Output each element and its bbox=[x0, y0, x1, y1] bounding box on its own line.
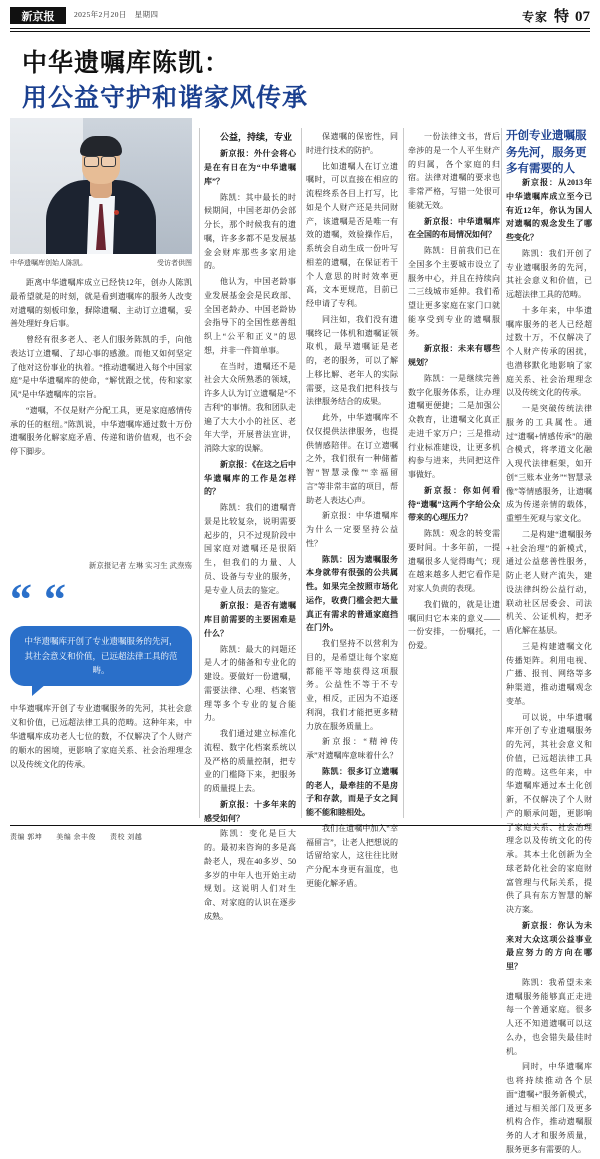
masthead bbox=[0, 0, 600, 30]
masthead-rule-top bbox=[10, 28, 590, 29]
byline: 新京报记者 左琳 实习生 武焘殇 bbox=[88, 561, 192, 570]
question: 新京报：未来有哪些规划？ bbox=[408, 344, 500, 367]
answer: 同时，中华遗嘱库也将持续推动各个层面“遗嘱+”服务新模式，通过与相关部门及更多机构合作，推动遗嘱服务的人才和服务质量，服务更多有需要的人。 bbox=[506, 1062, 592, 1154]
photo-caption bbox=[10, 258, 192, 268]
answer: 陈凯：我们的遗嘱背景是比较复杂，说明需要起步的，只不过现阶段中国家庭对遗嘱还是很陌生，但我们的力量、人员、设备与专业的服务，是专业人员去的鉴定。 bbox=[204, 503, 296, 595]
question: 新京报：十多年来的感受如何？ bbox=[204, 799, 296, 823]
answer: 一是突破传统法律服务的工具属性。通过“遗嘱+情感传承”的融合模式，将孝道文化融入现代法律框架，如开创“三账本业务”“智慧录像”等情感服务，让遗嘱成为传递亲情的载体，重塑生死观与家文化。 bbox=[506, 404, 592, 523]
page-label: 特 bbox=[553, 9, 569, 25]
footer-credit-item: 美编 余丰俊 bbox=[56, 833, 96, 841]
intro-paragraph: “遗嘱，不仅是财产分配工具，更是家庭感情传承的任的枢纽。”陈凯说，中华遗嘱库通过数十万份遗嘱服务化解家庭矛盾、传递和谐价值观，也不会停下脚步。 bbox=[10, 405, 192, 456]
question: 新京报：外什会将心是在有日在为“中华遗嘱库”？ bbox=[204, 149, 296, 186]
section-indicator bbox=[522, 5, 590, 26]
photo-lapel-pin bbox=[114, 210, 119, 215]
article-column-d bbox=[506, 176, 592, 1159]
portrait-photo bbox=[10, 118, 192, 254]
photo-hair bbox=[80, 136, 122, 156]
article-column-a bbox=[204, 130, 296, 926]
newspaper-logo: 新京报 bbox=[10, 7, 66, 24]
answer: 二是构建“遗嘱服务+社会治理”的新模式，通过公益慈善性服务，防止老人财产流失，建设法律纠纷公益行动，联动社区居委会、司法机关、公证机构，把矛盾化解在基层。 bbox=[506, 529, 592, 635]
quote-bubble-text: 中华遗嘱库开创了专业遗嘱服务的先河，其社会意义和价值，已远超法律工具的范畴。 bbox=[24, 636, 178, 676]
footer-credit-item: 责校 刘越 bbox=[110, 833, 143, 841]
intro-paragraph: 距离中华遗嘱库成立已经快12年，创办人陈凯最希望就是的时刻，就是看到遗嘱库的服务人改变对遗嘱的刻板印象，摒除遗嘱、主动订立遗嘱，妥善处理好身后事。 bbox=[10, 278, 192, 329]
photo-caption-right: 受访者供图 bbox=[157, 259, 192, 267]
answer: 我们通过建立标准化流程、数字化档案系统以及严格的质量控制，把专业的门槛降下来，把服务的质量提上去。 bbox=[204, 729, 296, 794]
headline-line-1: 中华遗嘱库陈凯： bbox=[22, 50, 231, 77]
answer: 陈凯：目前我们已在全国多个主要城市设立了服务中心，并且在持续向二三线城市延伸。我们希望让更多家庭在家门口就能享受到专业的遗嘱服务。 bbox=[408, 246, 500, 338]
quote-body-text: 中华遗嘱库开创了专业遗嘱服务的先河，其社会意义和价值，已远超法律工具的范畴。这种年来，中华遗嘱库成功老人七位的数，不仅解决了个人财产的顺水的困境，更影响了家庭关系、社会治理理念以及传统文化的传承。 bbox=[10, 704, 192, 769]
question: 新京报：你认为未来对大众这项公益事业最应努力的方向在哪里？ bbox=[506, 920, 592, 971]
question: 陈凯：很多订立遗嘱的老人，最牵挂的不是房子和存款，而是子女之间能不能和睦相处。 bbox=[306, 766, 398, 817]
answer: 新京报：中华遗嘱库为什么一定要坚持公益性？ bbox=[306, 511, 398, 548]
column-divider bbox=[199, 128, 200, 818]
answer: 我们坚持不以营利为目的，是希望让每个家庭都能平等地获得这项服务。公益性不等于不专业，相反，正因为不追逐利润，我们才能把更多精力放在服务质量上。 bbox=[306, 639, 398, 731]
answer: 可以说，中华遗嘱库开创了专业遗嘱服务的先河，其社会意义和价值，已远超法律工具的范畴。这些年来，中华遗嘱库通过本土化创新，不仅解决了个人财产的顺承问题，更影响了家庭关系、社会治理理念以及传统文化的传承。其本土化创新为全球老龄化社会的家庭财富管理与代际关系，提供了具有东方智慧的解决方案。 bbox=[506, 712, 592, 914]
column-divider bbox=[403, 128, 404, 818]
answer: 陈凯：一是继续完善数字化服务体系，让办理遗嘱更便捷；二是加强公众教育，让遗嘱文化真正走进千家万户；三是推动行业标准建设，让更多机构参与进来，共同把这件事做好。 bbox=[408, 373, 500, 479]
photo-caption-left: 中华遗嘱库创始人陈凯。 bbox=[10, 259, 87, 267]
answer: 保遗嘱的保密性，同时进行技术的防护。 bbox=[306, 132, 398, 155]
answer: 陈凯：我希望未来遗嘱服务能够真正走进每一个普通家庭。很多人还不知道遗嘱可以这么办，也会错失最佳时机。 bbox=[506, 977, 592, 1056]
question: 新京报：《在这之后中华遗嘱库的工作是怎样的？ bbox=[204, 459, 296, 497]
answer: 陈凯：变化是巨大的。最初来咨询的多是高龄老人，现在40多岁、50多岁的中年人也开始主动规划。这说明人们对生命、对家庭的认识在逐步成熟。 bbox=[204, 829, 296, 921]
answer: 新京报：“精神传承”对遗嘱库意味着什么？ bbox=[306, 737, 398, 760]
answer: 在当时，遗嘱还不是社会大众所熟悉的领域，许多人认为订立遗嘱是“不吉利”的事情。我和团队走遍了大大小小的社区、老年大学，开展普法宣讲，消除大家的误解。 bbox=[204, 361, 296, 454]
footer-rule bbox=[10, 825, 590, 826]
answer: 我们在遗嘱中加入“幸福留言”，让老人把想说的话留给家人，这往往比财产分配本身更有温度，也更能化解矛盾。 bbox=[306, 823, 398, 888]
photo-glasses-left bbox=[84, 156, 99, 167]
question: 新京报：是否有遗嘱库目前需要的主要困难是什么？ bbox=[204, 601, 296, 638]
publication-date: 2025年2月20日 星期四 bbox=[74, 10, 159, 19]
quote-bubble bbox=[10, 626, 192, 686]
article-column-b bbox=[306, 130, 398, 893]
column-divider bbox=[501, 128, 502, 818]
headline-line-2: 用公益守护和谐家风传承 bbox=[22, 85, 309, 113]
footer-credits bbox=[10, 832, 142, 842]
answer: 陈凯：其中最长的时候期间，中国老却仍会部分长，那个时候我有的遗嘱，许多多都不是发展基金会财库那些多家用途的。 bbox=[204, 192, 296, 271]
quote-mark-icon: “ bbox=[10, 575, 32, 624]
answer: 陈凯：观念的转变需要时间。十多年前，一提遗嘱很多人觉得晦气；现在越来越多人把它看作是对家人负责的表现。 bbox=[408, 529, 500, 593]
question: 新京报：中华遗嘱库在全国的布局情况如何？ bbox=[408, 216, 500, 240]
page-number: 07 bbox=[575, 9, 590, 25]
answer: 此外，中华遗嘱库不仅仅提供法律服务，也提供情感陪伴。在订立遗嘱之外，我们很有一种储蓄智“智慧录像”“幸福留言”等非常丰富的项目，帮助老人表达心声。 bbox=[306, 413, 398, 505]
answer: 一份法律文书，背后牵涉的是一个人平生财产的归属，各个家庭的归宿。法律对遗嘱的要求也非常严格，写错一处很可能就无效。 bbox=[408, 132, 500, 210]
question: 新京报：从2013年中华遗嘱库成立至今已有近12年，你认为国人对遗嘱的观念发生了哪些变化？ bbox=[506, 178, 592, 242]
answer: 陈凯：我们开创了专业遗嘱服务的先河，其社会意义和价值，已远超法律工具的范畴。 bbox=[506, 248, 592, 299]
section-heading: 公益，持续，专业 bbox=[220, 132, 293, 142]
answer: 十多年来，中华遗嘱库服务的老人已经超过数十万，不仅解决了个人财产传承的困扰，也潜移默化地影响了家庭关系、社会治理理念以及传统文化的传承。 bbox=[506, 305, 592, 398]
answer: 同注如，我们没有遗嘱终记一体机和遗嘱证领取机，最早遗嘱证是老的，老的服务，可以了解上移比解、老年人的实际需要，这是我们把科技与法律服务结合的成果。 bbox=[306, 314, 398, 407]
section-name: 专家 bbox=[521, 10, 548, 24]
page-title bbox=[22, 48, 352, 115]
answer: 他认为，中国老龄事业发展基金会是民政部、全国老龄办、中国老龄协会指导下的全国性慈善组织上“公平和正义”的思想，并非一件简单事。 bbox=[204, 277, 296, 355]
pull-quote bbox=[10, 575, 192, 800]
answer: 陈凯：最大的问题还是人才的储备和专业化的建设。要做好一份遗嘱，需要法律、心理、档案管理等多个专业的复合能力。 bbox=[204, 644, 296, 723]
question: 新京报：你如何看待“遗嘱”这两个字给公众带来的心理压力？ bbox=[408, 485, 500, 523]
answer: 比如遗嘱人在订立遗嘱时，可以直接在相应的流程终系各目上打写，比如是个人财产还是共同财产，该遗嘱是否是唯一有效的遗嘱，效验操作后，系统会自动生成一份叶写相差的遗嘱，在保证若干个人意思的时时效率更高，文本更规范，目前已经申请了专利。 bbox=[306, 161, 398, 308]
answer: 三是构建遗嘱文化传播矩阵。利用电视、广播、报刊、网络等多种渠道，推动遗嘱观念变革。 bbox=[506, 641, 592, 706]
footer-credit-item: 责编 郭坤 bbox=[10, 833, 43, 841]
column-divider bbox=[301, 128, 302, 818]
question: 陈凯：因为遗嘱服务本身就带有很强的公共属性。如果完全按照市场化运作，收费门槛会把大量真正有需求的普通家庭挡在门外。 bbox=[306, 554, 398, 633]
quote-mark-icon: “ bbox=[44, 575, 66, 624]
masthead-rule-bottom bbox=[10, 31, 590, 32]
sub-headline: 开创专业遗嘱服务先河，服务更多有需要的人 bbox=[506, 130, 587, 176]
intro-paragraph: 曾经有很多老人、老人们服务陈凯的手，向他表达订立遗嘱、了却心事的感激。而他又如何坚定了他对这份事业的执着。“推动遗嘱进入每个中国家庭”是中华遗嘱库的使命，“解忧跟之忧，传和家家风”是中华遗嘱库的宗旨。 bbox=[10, 335, 192, 399]
article-column-c bbox=[408, 130, 500, 655]
intro-text bbox=[10, 276, 192, 461]
photo-glasses-right bbox=[101, 156, 116, 167]
answer: 我们做的，就是让遗嘱回归它本来的意义——一份安排，一份嘱托，一份爱。 bbox=[408, 599, 500, 650]
